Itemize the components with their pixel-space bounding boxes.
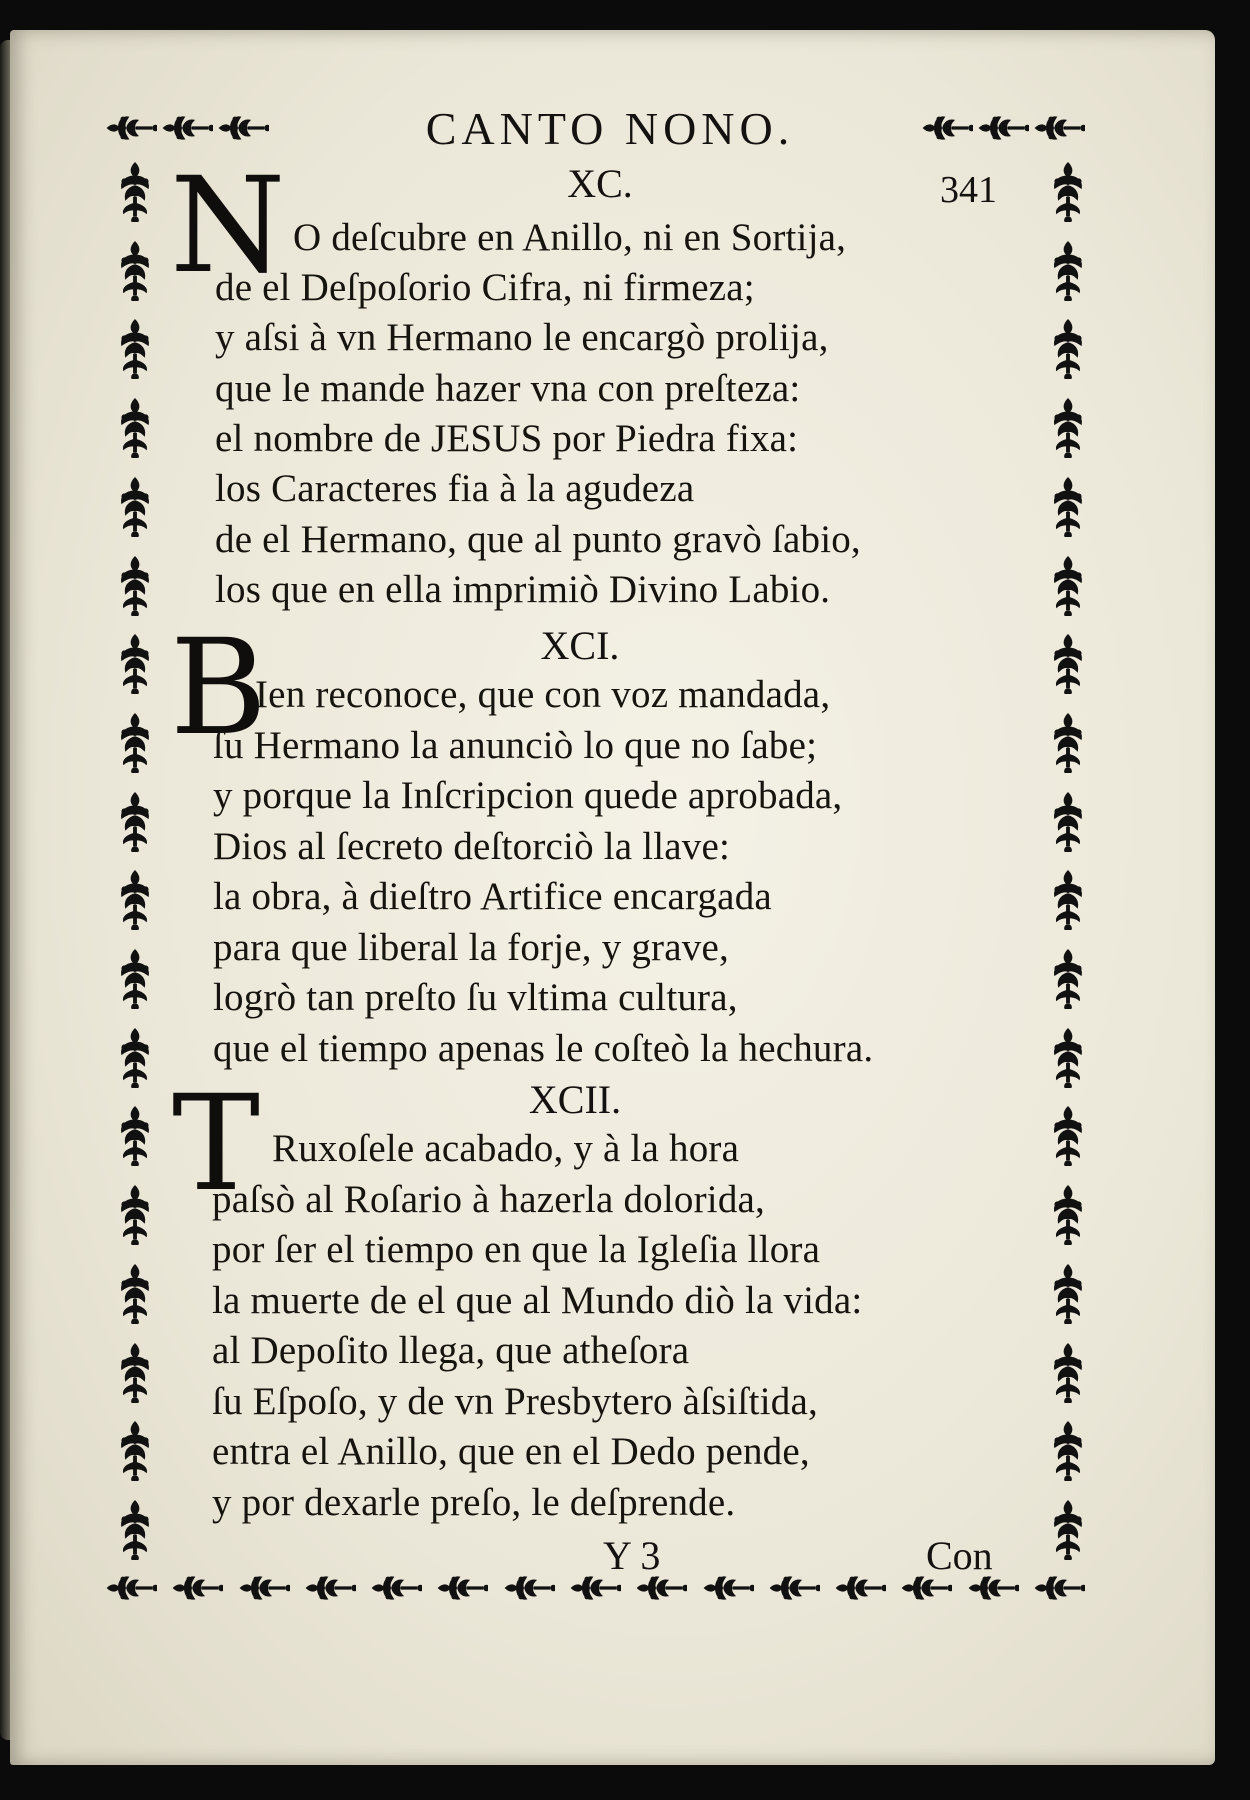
stanza-number: XC.	[567, 161, 633, 206]
fleuron-icon	[115, 1341, 155, 1403]
fleuron-icon	[436, 1568, 488, 1608]
fleuron-icon	[115, 1104, 155, 1166]
fleuron-icon	[115, 396, 155, 458]
verse-line: entra el Anillo, que en el Dedo pende,	[212, 1430, 810, 1473]
fleuron-icon	[115, 475, 155, 537]
verse-line: de el Deſpoſorio Cifra, ni firmeza;	[215, 266, 755, 309]
verse-line: Ien reconoce, que con voz mandada,	[255, 673, 831, 716]
fleuron-icon	[217, 108, 269, 148]
running-head: CANTO NONO.	[425, 103, 795, 154]
fleuron-icon	[115, 947, 155, 1009]
fleuron-icon	[115, 1419, 155, 1481]
verse-line: Ruxoſele acabado, y à la hora	[272, 1127, 740, 1170]
drop-cap: B	[170, 611, 268, 765]
fleuron-icon	[1033, 1568, 1085, 1608]
fleuron-icon	[1048, 554, 1088, 616]
fleuron-icon	[161, 108, 213, 148]
verse-line: de el Hermano, que al punto gravò ſabio,	[215, 518, 861, 561]
fleuron-icon	[503, 1568, 555, 1608]
fleuron-icon	[702, 1568, 754, 1608]
stanza-number: XCII.	[528, 1077, 622, 1122]
fleuron-icon	[1048, 1341, 1088, 1403]
verse-line: y aſsi à vn Hermano le encargò prolija,	[215, 316, 829, 359]
verse-line: la obra, à dieſtro Artifice encargada	[213, 875, 772, 918]
fleuron-icon	[977, 108, 1029, 148]
page-number: 341	[940, 169, 997, 211]
verse-line: por ſer el tiempo en que la Igleſia llora	[212, 1228, 821, 1271]
verse-line: el nombre de JESUS por Piedra fixa:	[215, 417, 799, 460]
fleuron-icon	[1048, 1262, 1088, 1324]
fleuron-icon	[115, 1262, 155, 1324]
drop-cap: N	[170, 149, 286, 303]
verse-line: los Caracteres fia à la agudeza	[215, 467, 695, 510]
fleuron-icon	[238, 1568, 290, 1608]
verse-line: paſsò al Roſario à hazerla dolorida,	[212, 1178, 765, 1221]
fleuron-icon	[115, 632, 155, 694]
fleuron-icon	[1048, 1419, 1088, 1481]
fleuron-icon	[115, 317, 155, 379]
signature-mark: Y 3	[603, 1533, 661, 1578]
fleuron-icon	[115, 554, 155, 616]
fleuron-icon	[370, 1568, 422, 1608]
fleuron-icon	[1048, 790, 1088, 852]
catchword: Con	[926, 1533, 993, 1578]
fleuron-icon	[1033, 108, 1085, 148]
fleuron-icon	[105, 1568, 157, 1608]
fleuron-icon	[768, 1568, 820, 1608]
fleuron-icon	[105, 108, 157, 148]
fleuron-icon	[115, 239, 155, 301]
top-left-fleurons	[105, 108, 269, 148]
verse-line: ſu Hermano la anunciò lo que no ſabe;	[213, 724, 818, 767]
drop-cap: T	[172, 1067, 261, 1221]
right-border-ornaments	[1045, 160, 1091, 1560]
top-right-fleurons	[921, 108, 1085, 148]
fleuron-icon	[834, 1568, 886, 1608]
fleuron-icon	[1048, 1104, 1088, 1166]
verse-line: para que liberal la forje, y grave,	[213, 926, 729, 969]
stanza-number: XCI.	[540, 623, 620, 668]
verse-line: que el tiempo apenas le coſteò la hechura.	[213, 1027, 874, 1070]
verse-line: Dios al ſecreto deſtorciò la llave:	[213, 825, 731, 868]
fleuron-icon	[1048, 317, 1088, 379]
fleuron-icon	[1048, 396, 1088, 458]
fleuron-icon	[1048, 1498, 1088, 1560]
fleuron-icon	[115, 1183, 155, 1245]
fleuron-icon	[115, 160, 155, 222]
fleuron-icon	[1048, 632, 1088, 694]
fleuron-icon	[1048, 475, 1088, 537]
fleuron-icon	[1048, 239, 1088, 301]
fleuron-icon	[115, 790, 155, 852]
verse-line: los que en ella imprimiò Divino Labio.	[215, 568, 831, 611]
verse-line: y porque la Inſcripcion quede aprobada,	[213, 774, 843, 817]
fleuron-icon	[1048, 868, 1088, 930]
fleuron-icon	[1048, 711, 1088, 773]
fleuron-icon	[115, 1498, 155, 1560]
fleuron-icon	[115, 868, 155, 930]
fleuron-icon	[1048, 160, 1088, 222]
fleuron-icon	[1048, 1183, 1088, 1245]
verse-line: logrò tan preſto ſu vltima cultura,	[213, 976, 738, 1019]
verse-line: que le mande hazer vna con preſteza:	[215, 367, 801, 410]
fleuron-icon	[115, 711, 155, 773]
verse-line: al Depoſito llega, que atheſora	[212, 1329, 690, 1372]
verse-line: y por dexarle preſo, le deſprende.	[212, 1481, 736, 1524]
left-border-ornaments	[112, 160, 158, 1560]
fleuron-icon	[304, 1568, 356, 1608]
verse-line: ſu Eſpoſo, y de vn Presbytero àſsiſtida,	[212, 1380, 818, 1423]
verse-line: O deſcubre en Anillo, ni en Sortija,	[293, 216, 847, 259]
verse-line: la muerte de el que al Mundo diò la vida:	[212, 1279, 863, 1322]
fleuron-icon	[1048, 947, 1088, 1009]
fleuron-icon	[115, 1026, 155, 1088]
fleuron-icon	[921, 108, 973, 148]
fleuron-icon	[1048, 1026, 1088, 1088]
fleuron-icon	[171, 1568, 223, 1608]
